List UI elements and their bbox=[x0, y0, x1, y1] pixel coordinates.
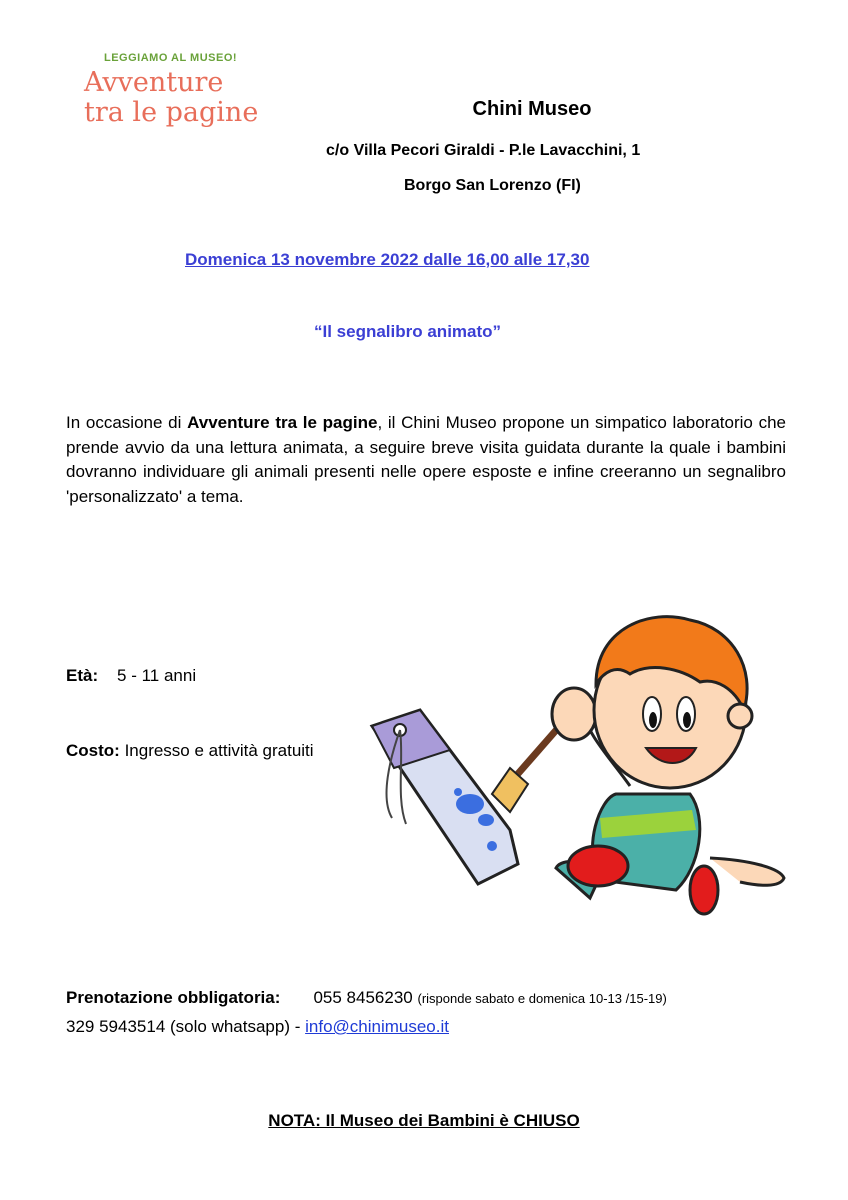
event-date: Domenica 13 novembre 2022 dalle 16,00 alle 17,30 bbox=[185, 250, 590, 269]
cost-label: Costo: bbox=[66, 741, 120, 760]
logo-tagline: LEGGIAMO AL MUSEO! bbox=[104, 52, 238, 64]
age-row bbox=[66, 666, 196, 686]
description-highlight: Avventure tra le pagine bbox=[187, 413, 378, 432]
child-painting-illustration bbox=[360, 598, 800, 928]
event-title: “Il segnalibro animato” bbox=[314, 322, 502, 341]
event-description bbox=[66, 411, 786, 509]
booking-phone: 055 8456230 bbox=[313, 988, 413, 1007]
booking-phone-note: (risponde sabato e domenica 10-13 /15-19) bbox=[417, 991, 667, 1006]
closure-note-text: NOTA: Il Museo dei Bambini è CHIUSO bbox=[268, 1111, 580, 1130]
booking-whatsapp: 329 5943514 (solo whatsapp) - bbox=[66, 1017, 306, 1036]
museum-name: Chini Museo bbox=[472, 98, 592, 120]
description-intro: In occasione di bbox=[66, 413, 188, 432]
logo-line-1: Avventure bbox=[84, 67, 224, 98]
cost-row bbox=[66, 738, 326, 764]
description-rest: , il Chini Museo propone un simpatico laboratorio che prende avvio da una lettura animata, a seguire breve visita guidata durante la quale i bambini dovranno individuare gli animali presenti nelle opere esposte e infine creeranno un segnalibro 'personalizzato' a tema. bbox=[66, 413, 786, 506]
logo-line-2: tra le pagine bbox=[84, 97, 259, 128]
address-line-2: Borgo San Lorenzo (FI) bbox=[404, 177, 581, 194]
age-label: Età: bbox=[66, 666, 99, 685]
booking-label: Prenotazione obbligatoria: bbox=[66, 988, 281, 1007]
closure-note bbox=[0, 1111, 848, 1131]
booking-line-1 bbox=[66, 984, 667, 1013]
address-line-1: c/o Villa Pecori Giraldi - P.le Lavacchini, 1 bbox=[326, 142, 641, 159]
booking-info bbox=[66, 984, 667, 1041]
cost-value: Ingresso e attività gratuiti bbox=[124, 741, 314, 760]
booking-line-2 bbox=[66, 1013, 667, 1041]
age-value: 5 - 11 anni bbox=[117, 666, 197, 685]
email-link[interactable]: info@chinimuseo.it bbox=[305, 1017, 449, 1036]
